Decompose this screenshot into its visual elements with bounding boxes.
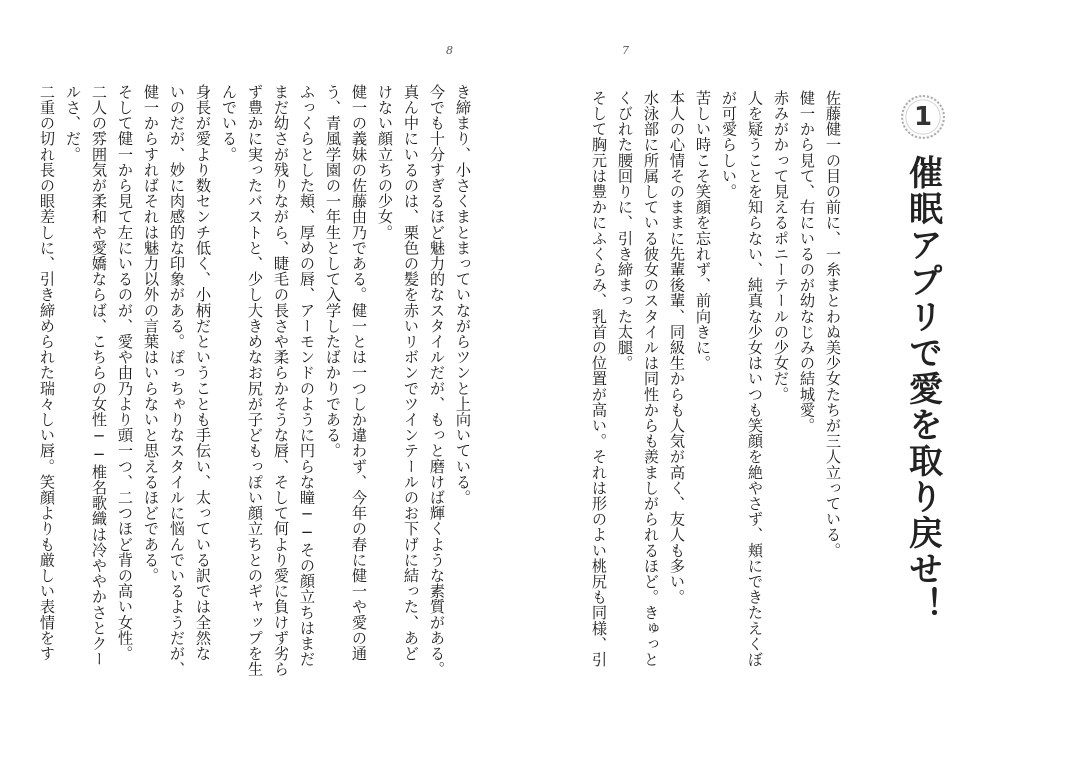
text-column: そして胸元は豊かにふくらみ、乳首の位置が高い。それは形のよい桃尻も同様、引: [590, 90, 608, 668]
text-column: 水泳部に所属している彼女のスタイルは同性からも羨ましがられるほど。きゅっと: [642, 90, 660, 668]
text-column: 二人の雰囲気が柔和や愛嬌ならば、こちらの女性──椎名歌織は冷ややかさとクー: [90, 84, 108, 667]
text-column: 赤みがかって見えるポニーテールの少女だ。: [772, 90, 790, 402]
text-column: まだ幼さが残りながら、睫毛の長さや柔らかそうな唇、そして何より愛に負けず劣ら: [272, 84, 290, 677]
text-column: 二重の切れ長の眼差しに、引き締められた瑞々しい唇。笑顔よりも厳しい表情をす: [38, 84, 56, 662]
text-column: ず豊かに実ったバストと、少し大きめなお尻が子どもっぽい顔立ちとのギャップを生: [246, 84, 264, 677]
text-column: 身長が愛より数センチ低く、小柄だということも手伝い、太っている訳では全然な: [194, 84, 212, 662]
text-column: ふっくらとした頬、厚めの唇、アーモンドのように円らな瞳──その顔立ちはまだ: [298, 84, 316, 667]
text-column: 苦しい時こそ笑顔を忘れず、前向きに。: [694, 90, 712, 371]
text-column: 健一の義妹の佐藤由乃である。健一とは一つしか違わず、今年の春に健一や愛の通: [350, 84, 368, 662]
text-column: 今でも十分すぎるほど魅力的なスタイルだが、もっと磨けば輝くような素質がある。: [428, 84, 446, 677]
text-column: 佐藤健一の目の前に、一糸まとわぬ美少女たちが三人立っている。: [824, 90, 842, 558]
chapter-number-badge: 1: [901, 95, 945, 139]
text-column: 健一から見て、右にいるのが幼なじみの結城愛。: [798, 90, 816, 434]
text-column: き締まり、小さくまとまっていながらツンと上向いている。: [454, 84, 472, 506]
text-column: いのだが、妙に肉感的な印象がある。ぽっちゃりなスタイルに悩んでいるようだが、: [168, 84, 186, 677]
text-column: そして健一から見て左にいるのが、愛や由乃より頭一つ、二つほど背の高い女性。: [116, 84, 134, 662]
text-column: 真ん中にいるのは、栗色の髪を赤いリボンでツインテールのお下げに結った、あど: [402, 84, 420, 662]
text-column: んでいる。: [220, 84, 238, 162]
chapter-heading: [898, 95, 948, 623]
text-column: くびれた腰回りに、引き締まった太腿。: [616, 90, 634, 371]
text-column: 人を疑うことを知らない、純真な少女はいつも笑顔を絶やさず、頬にできたえくぼ: [746, 90, 764, 668]
text-column: う、青風学園の一年生として入学したばかりである。: [324, 84, 342, 459]
text-column: 健一からすればそれは魅力以外の言葉はいらないと思えるほどである。: [142, 84, 160, 584]
text-column: けない顔立ちの少女。: [376, 84, 394, 240]
text-column: ルさ、だ。: [64, 84, 82, 162]
text-column: が可愛らしい。: [720, 90, 738, 200]
text-column: 本人の心情そのままに先輩後輩、同級生からも人気が高く、友人も多い。: [668, 90, 686, 605]
page-number-left: 8: [446, 44, 453, 57]
chapter-title: 催眠アプリで愛を取り戻せ！: [902, 155, 943, 623]
page-number-right: 7: [622, 44, 629, 57]
